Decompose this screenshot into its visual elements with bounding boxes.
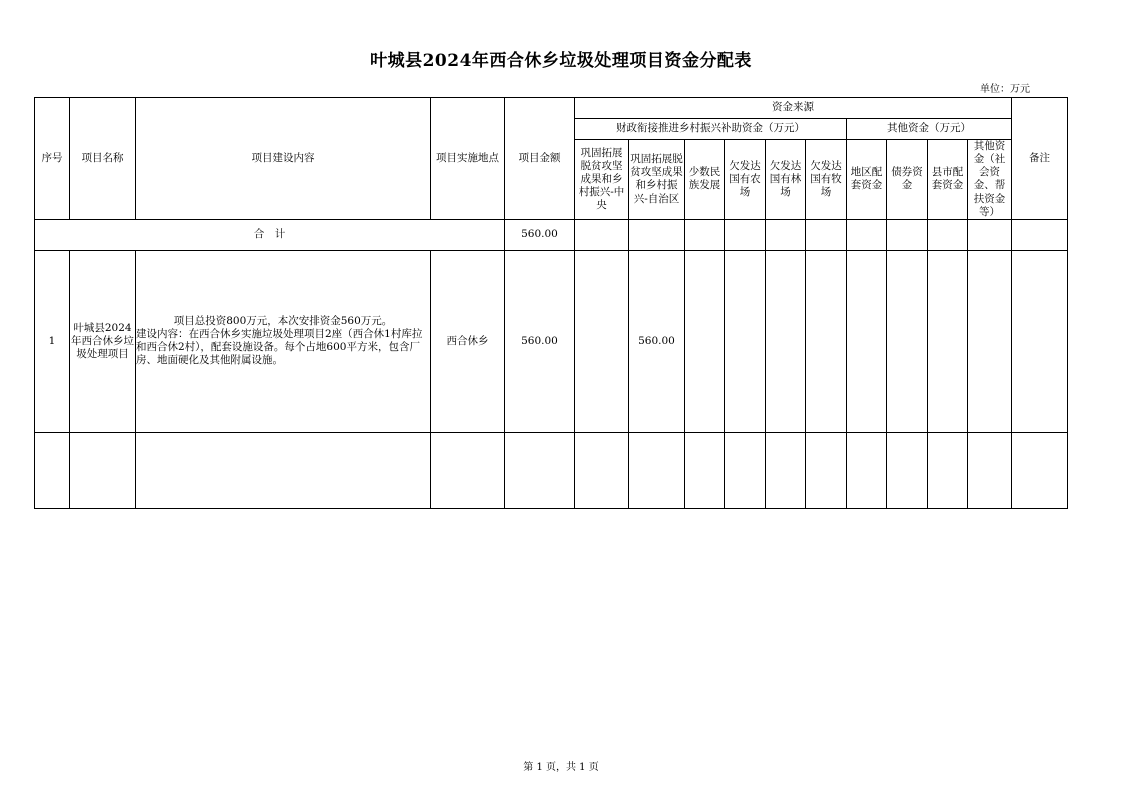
row-amount: 560.00 [505, 250, 575, 432]
total-cell [629, 219, 685, 250]
empty-cell [629, 432, 685, 508]
page-footer: 第 1 页，共 1 页 [523, 762, 599, 773]
table-row [35, 250, 1068, 432]
page-title: 叶城县2024年西合休乡垃圾处理项目资金分配表 [370, 51, 752, 71]
header-amount: 项目金额 [505, 98, 575, 220]
header-remark: 备注 [1012, 98, 1068, 220]
empty-cell [887, 432, 928, 508]
total-cell [575, 219, 629, 250]
total-cell [685, 219, 725, 250]
row-seq: 1 [35, 250, 70, 432]
empty-cell [35, 432, 70, 508]
header-other-group: 其他资金（万元） [847, 119, 1012, 140]
total-cell [725, 219, 766, 250]
header-other-county: 县市配套资金 [928, 140, 968, 220]
row-project-content: 项目总投资800万元，本次安排资金560万元。 建设内容：在西合休乡实施垃圾处理项目2座（西合休1村库拉和西合休2村），配套设施设备。每个占地600平方米，包含厂房、地面硬化及其他附属设施。 [136, 250, 431, 432]
header-fiscal-pasture: 欠发达国有牧场 [806, 140, 847, 220]
empty-cell [1012, 432, 1068, 508]
header-fiscal-forest: 欠发达国有林场 [766, 140, 806, 220]
empty-cell [725, 432, 766, 508]
row-other-regional [847, 250, 887, 432]
unit-label: 单位：万元 [980, 84, 1030, 95]
total-label: 合 计 [35, 219, 505, 250]
total-amount: 560.00 [505, 219, 575, 250]
empty-cell [968, 432, 1012, 508]
total-cell [806, 219, 847, 250]
total-cell [847, 219, 887, 250]
empty-cell [685, 432, 725, 508]
header-fiscal-farm: 欠发达国有农场 [725, 140, 766, 220]
header-name: 项目名称 [70, 98, 136, 220]
total-cell [1012, 219, 1068, 250]
row-fiscal-farm [725, 250, 766, 432]
empty-cell [766, 432, 806, 508]
empty-cell [505, 432, 575, 508]
empty-cell [136, 432, 431, 508]
empty-cell [70, 432, 136, 508]
fund-allocation-table [34, 97, 1068, 509]
total-cell [928, 219, 968, 250]
table-row-empty [35, 432, 1068, 508]
header-fiscal-minority: 少数民族发展 [685, 140, 725, 220]
empty-cell [847, 432, 887, 508]
row-fiscal-central [575, 250, 629, 432]
row-location: 西合休乡 [431, 250, 505, 432]
row-fiscal-minority [685, 250, 725, 432]
row-fiscal-autonomous: 560.00 [629, 250, 685, 432]
total-cell [887, 219, 928, 250]
row-fiscal-forest [766, 250, 806, 432]
header-seq: 序号 [35, 98, 70, 220]
header-fiscal-autonomous: 巩固拓展脱贫攻坚成果和乡村振兴-自治区 [629, 140, 685, 220]
empty-cell [806, 432, 847, 508]
header-other-misc: 其他资金（社会资金、帮扶资金等） [968, 140, 1012, 220]
header-location: 项目实施地点 [431, 98, 505, 220]
total-cell [968, 219, 1012, 250]
row-project-name: 叶城县2024年西合休乡垃圾处理项目 [70, 250, 136, 432]
empty-cell [928, 432, 968, 508]
empty-cell [575, 432, 629, 508]
header-content: 项目建设内容 [136, 98, 431, 220]
row-other-county [928, 250, 968, 432]
header-fund-source: 资金来源 [575, 98, 1012, 119]
row-remark [1012, 250, 1068, 432]
header-fiscal-group: 财政衔接推进乡村振兴补助资金（万元） [575, 119, 847, 140]
row-fiscal-pasture [806, 250, 847, 432]
header-other-regional: 地区配套资金 [847, 140, 887, 220]
total-cell [766, 219, 806, 250]
empty-cell [431, 432, 505, 508]
header-fiscal-central: 巩固拓展脱贫攻坚成果和乡村振兴-中央 [575, 140, 629, 220]
header-other-bond: 债券资金 [887, 140, 928, 220]
row-other-bond [887, 250, 928, 432]
row-other-misc [968, 250, 1012, 432]
